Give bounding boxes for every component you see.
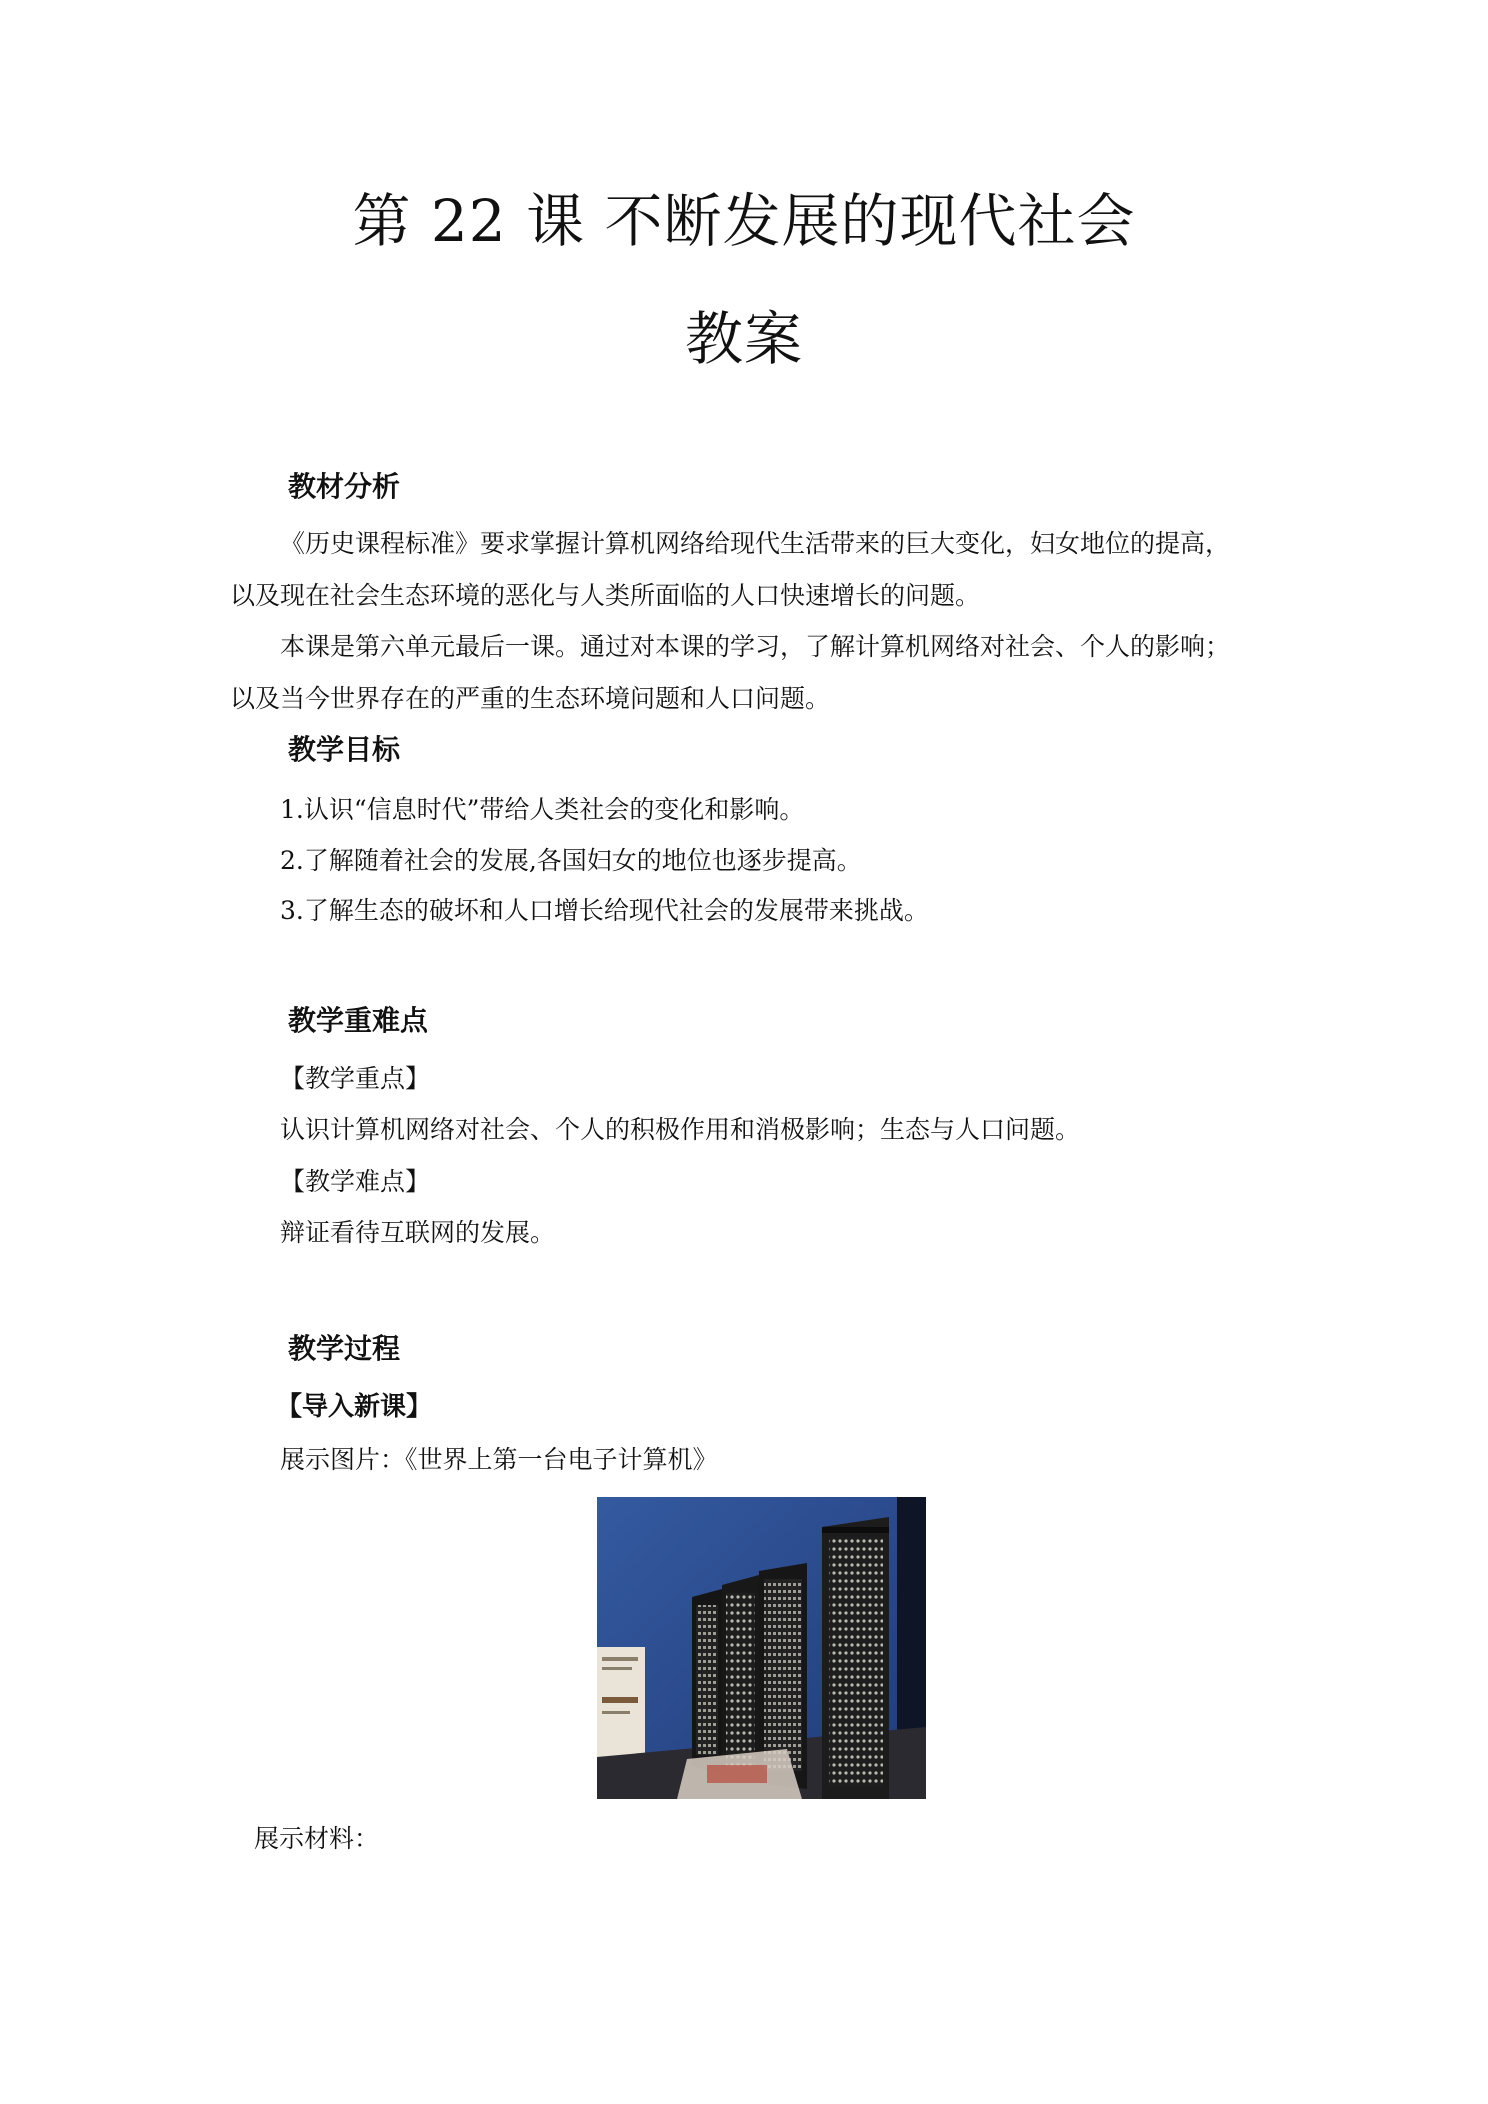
focus-label: 【教学重点】: [280, 1064, 431, 1093]
section-heading-goals: 教学目标: [288, 733, 401, 766]
show-picture-caption: 展示图片：《世界上第一台电子计算机》: [280, 1445, 718, 1474]
materials-paragraph-2-line-1: 本课是第六单元最后一课。通过对本课的学习，了解计算机网络对社会、个人的影响；: [280, 632, 1231, 661]
goal-item-2: 2.了解随着社会的发展,各国妇女的地位也逐步提高。: [280, 846, 862, 875]
intro-label: 【导入新课】: [276, 1392, 433, 1422]
section-heading-key-points: 教学重难点: [288, 1004, 429, 1037]
document-title: 第 22 课 不断发展的现代社会: [352, 187, 1136, 255]
goal-item-3: 3.了解生态的破坏和人口增长给现代社会的发展带来挑战。: [280, 896, 929, 925]
materials-paragraph-1-line-2: 以及现在社会生态环境的恶化与人类所面临的人口快速增长的问题。: [230, 581, 981, 610]
show-material-label: 展示材料：: [254, 1824, 380, 1853]
eniac-photo: [597, 1497, 926, 1799]
goal-item-1: 1.认识“信息时代”带给人类社会的变化和影响。: [280, 795, 805, 824]
focus-text: 认识计算机网络对社会、个人的积极作用和消极影响；生态与人口问题。: [280, 1115, 1081, 1144]
section-heading-process: 教学过程: [288, 1332, 401, 1365]
difficulty-text: 辩证看待互联网的发展。: [280, 1218, 556, 1247]
materials-paragraph-2-line-2: 以及当今世界存在的严重的生态环境问题和人口问题。: [230, 684, 831, 713]
section-heading-materials: 教材分析: [288, 470, 401, 503]
document-subtitle: 教案: [684, 305, 803, 373]
difficulty-label: 【教学难点】: [280, 1167, 431, 1196]
materials-paragraph-1-line-1: 《历史课程标准》要求掌握计算机网络给现代生活带来的巨大变化，妇女地位的提高，: [280, 529, 1231, 558]
